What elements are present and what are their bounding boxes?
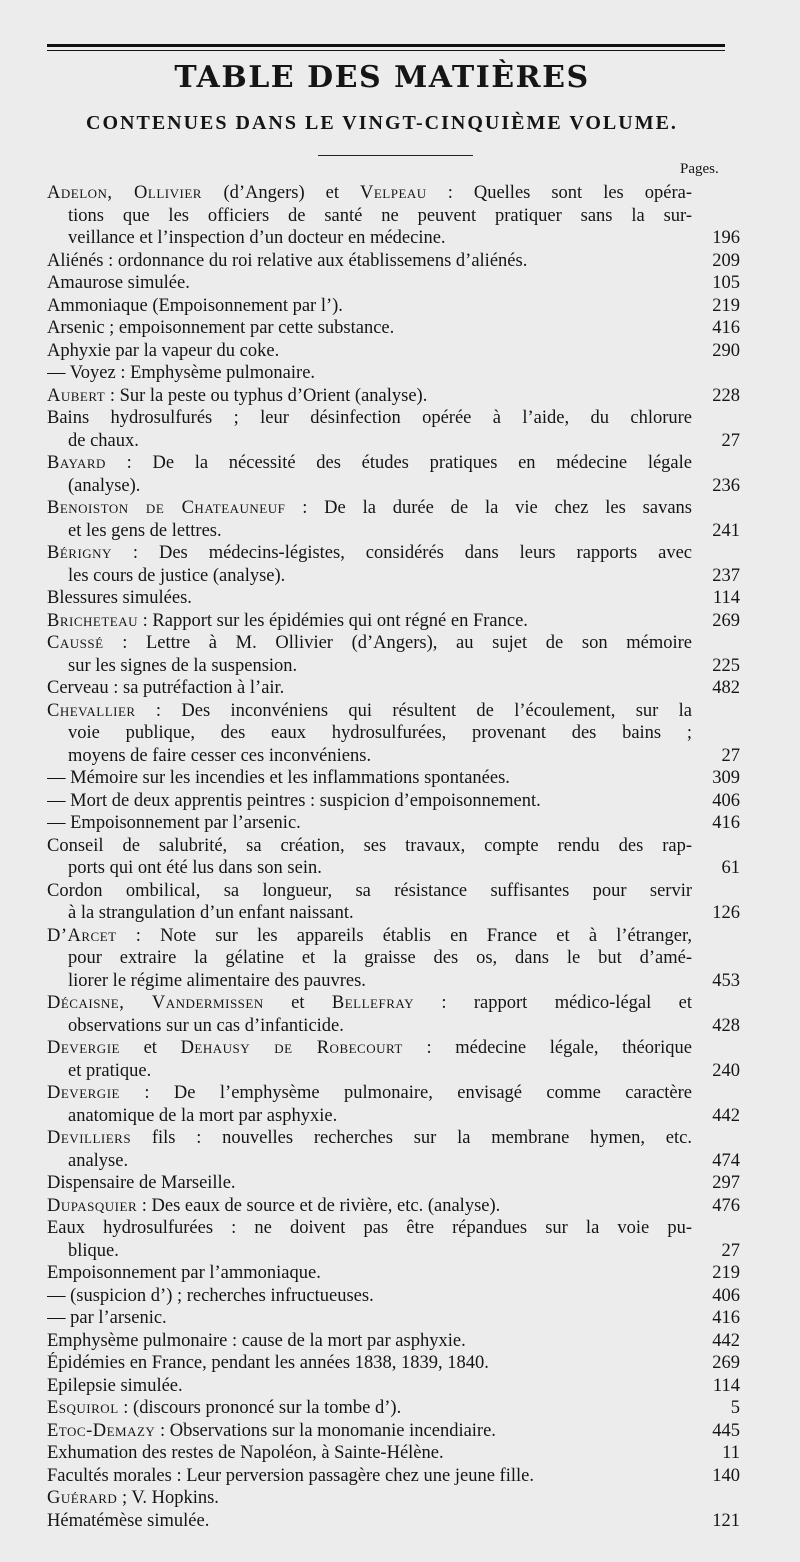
toc-entry-text <box>47 1397 692 1420</box>
page-number: 406 <box>712 790 740 811</box>
entry-text-segment: : Note sur les appareils établis en France et à l’étranger, <box>116 925 692 946</box>
toc-entry-text <box>47 835 692 858</box>
top-double-rule <box>47 44 725 51</box>
entry-text-segment: fils : nouvelles recherches sur la membrane hymen, etc. <box>131 1128 692 1148</box>
toc-entry-text <box>68 227 692 250</box>
toc-entry-text <box>68 475 692 498</box>
entry-text-segment: et <box>263 993 332 1013</box>
page-number: 428 <box>712 1015 740 1036</box>
entry-text-segment: liorer le régime alimentaire des pauvres. <box>68 970 366 991</box>
toc-line <box>47 542 740 565</box>
page-number: 269 <box>712 610 740 631</box>
toc-line <box>47 632 740 655</box>
author-name: Aubert <box>47 385 106 406</box>
page-number: 453 <box>712 970 740 991</box>
toc-line <box>47 587 740 610</box>
toc-line <box>47 317 740 340</box>
entry-text-segment: : Des médecins-légistes, considérés dans leurs rapports avec <box>111 543 692 563</box>
entry-text-segment: : Rapport sur les épidémies qui ont régné en France. <box>138 610 528 631</box>
entry-text-segment: Cerveau : sa putréfaction à l’air. <box>47 678 285 698</box>
page-number: 269 <box>712 1353 740 1373</box>
page-number: 219 <box>712 295 740 316</box>
author-name: Adelon, Ollivier <box>47 183 224 203</box>
short-divider <box>318 155 473 156</box>
toc-entry-text <box>47 1082 692 1105</box>
toc-line <box>47 1217 740 1240</box>
toc-line <box>47 1105 740 1128</box>
toc-line <box>47 677 740 700</box>
toc-line <box>47 1465 740 1488</box>
toc-entry-text <box>47 1420 692 1443</box>
page-number: 290 <box>712 340 740 361</box>
page-number: 209 <box>712 250 740 271</box>
author-name: Bérigny <box>47 543 112 563</box>
toc-line <box>47 790 740 813</box>
toc-line <box>47 430 740 453</box>
author-name: Chevallier <box>47 700 136 721</box>
author-name: Dehausy de Robecourt <box>180 1038 403 1058</box>
table-of-contents <box>47 182 740 1532</box>
toc-line <box>47 1487 740 1510</box>
pages-column-header: Pages. <box>680 161 719 177</box>
author-name: D’Arcet <box>47 925 117 946</box>
toc-entry-text <box>47 925 692 948</box>
toc-line <box>47 520 740 543</box>
toc-line <box>47 812 740 835</box>
toc-line <box>47 407 740 430</box>
entry-text-segment: : De la durée de la vie chez les savans <box>285 498 692 518</box>
toc-line <box>47 385 740 408</box>
entry-text-segment: Dispensaire de Marseille. <box>47 1173 236 1193</box>
entry-text-segment: — Mort de deux apprentis peintres : suspicion d’empoisonnement. <box>47 790 541 811</box>
entry-text-segment: de chaux. <box>68 430 139 451</box>
entry-text-segment: et <box>119 1038 181 1058</box>
entry-text-segment: anatomique de la mort par asphyxie. <box>68 1105 338 1126</box>
entry-text-segment: Exhumation des restes de Napoléon, à Sainte-Hélène. <box>47 1443 444 1463</box>
author-name: Velpeau <box>359 183 427 203</box>
toc-entry-text <box>68 970 692 993</box>
entry-text-segment: pour extraire la gélatine et la graisse des os, dans le but d’amé- <box>68 948 692 968</box>
author-name: Esquirol <box>47 1398 119 1418</box>
toc-line <box>47 452 740 475</box>
toc-entry-text <box>68 1060 692 1083</box>
page-number: 126 <box>712 903 740 923</box>
page-number: 297 <box>712 1173 740 1193</box>
entry-text-segment: (analyse). <box>68 475 141 496</box>
entry-text-segment: Conseil de salubrité, sa création, ses travaux, compte rendu des rap- <box>47 835 692 856</box>
toc-line <box>47 610 740 633</box>
entry-text-segment: : Lettre à M. Ollivier (d’Angers), au sujet de son mémoire <box>103 633 692 653</box>
page-number: 416 <box>712 1308 740 1328</box>
page-number: 27 <box>721 430 740 451</box>
toc-entry-text <box>68 1015 692 1038</box>
toc-entry-text <box>68 1240 692 1263</box>
author-name: Devilliers <box>47 1128 132 1148</box>
toc-entry-text <box>47 700 692 723</box>
toc-entry-text <box>47 1375 692 1398</box>
page-number: 442 <box>712 1330 740 1351</box>
page-number: 219 <box>712 1263 740 1283</box>
toc-line <box>47 295 740 318</box>
toc-line <box>47 250 740 273</box>
page-number: 228 <box>712 385 740 406</box>
entry-text-segment: ; V. Hopkins. <box>117 1488 219 1508</box>
entry-text-segment: Ammoniaque (Empoisonnement par l’). <box>47 295 343 316</box>
toc-entry-text <box>47 1217 692 1240</box>
page-number: 445 <box>712 1420 740 1441</box>
toc-line <box>47 925 740 948</box>
toc-entry-text <box>47 1172 692 1195</box>
entry-text-segment: Facultés morales : Leur perversion passagère chez une jeune fille. <box>47 1465 534 1486</box>
entry-text-segment: analyse. <box>68 1150 129 1171</box>
author-name: Caussé <box>47 633 104 653</box>
page-number: 236 <box>712 475 740 496</box>
page-title: TABLE DES MATIÈRES <box>174 60 590 95</box>
entry-text-segment: Eaux hydrosulfurées : ne doivent pas être répandues sur la voie pu- <box>47 1218 692 1238</box>
toc-entry-text <box>47 1195 692 1218</box>
toc-line <box>47 475 740 498</box>
page-number: 114 <box>712 588 740 608</box>
author-name: Guérard <box>47 1488 118 1508</box>
entry-text-segment: les cours de justice (analyse). <box>68 565 286 586</box>
entry-text-segment: : Des inconvéniens qui résultent de l’écoulement, sur la <box>135 700 692 721</box>
toc-entry-text <box>47 385 692 408</box>
page-number: 482 <box>712 678 740 698</box>
page-number: 196 <box>712 228 740 248</box>
toc-line <box>47 1420 740 1443</box>
page-number: 416 <box>712 318 740 338</box>
toc-line <box>47 1307 740 1330</box>
toc-line <box>47 1330 740 1353</box>
toc-entry-text <box>47 677 692 700</box>
toc-line <box>47 857 740 880</box>
entry-text-segment: Cordon ombilical, sa longueur, sa résistance suffisantes pour servir <box>47 880 692 901</box>
toc-line <box>47 1037 740 1060</box>
entry-text-segment: moyens de faire cesser ces inconvéniens. <box>68 745 372 766</box>
toc-line <box>47 205 740 228</box>
toc-entry-text <box>47 610 692 633</box>
toc-line <box>47 182 740 205</box>
author-name: Bayard <box>47 453 106 473</box>
page-number: 406 <box>712 1285 740 1306</box>
toc-entry-text <box>47 362 692 385</box>
entry-text-segment: : rapport médico-légal et <box>413 993 692 1013</box>
toc-line <box>47 1015 740 1038</box>
toc-entry-text <box>68 655 692 678</box>
toc-line <box>47 835 740 858</box>
toc-entry-text <box>68 857 692 880</box>
page-subtitle: CONTENUES DANS LE VINGT-CINQUIÈME VOLUME. <box>86 112 678 134</box>
toc-line <box>47 1442 740 1465</box>
toc-entry-text <box>47 587 692 610</box>
toc-line <box>47 1510 740 1533</box>
toc-entry-text <box>47 272 692 295</box>
entry-text-segment: sur les signes de la suspension. <box>68 655 298 676</box>
toc-entry-text <box>68 722 692 745</box>
toc-line <box>47 655 740 678</box>
author-name: Décaisne, Vandermissen <box>47 993 264 1013</box>
page-number: 416 <box>712 813 740 833</box>
entry-text-segment: Epilepsie simulée. <box>47 1375 183 1396</box>
toc-entry-text <box>47 407 692 430</box>
entry-text-segment: — Empoisonnement par l’arsenic. <box>47 813 301 833</box>
page-number: 121 <box>712 1510 740 1531</box>
toc-entry-text <box>47 250 692 273</box>
entry-text-segment: Aliénés : ordonnance du roi relative aux établissemens d’aliénés. <box>47 250 528 271</box>
entry-text-segment: Empoisonnement par l’ammoniaque. <box>47 1263 321 1283</box>
entry-text-segment: Aphyxie par la vapeur du coke. <box>47 340 280 361</box>
toc-entry-text <box>68 1150 692 1173</box>
entry-text-segment: Blessures simulées. <box>47 588 192 608</box>
toc-line <box>47 362 740 385</box>
entry-text-segment: : Observations sur la monomanie incendiaire. <box>155 1420 496 1441</box>
toc-line <box>47 565 740 588</box>
toc-entry-text <box>47 1330 692 1353</box>
page-number: 140 <box>712 1465 740 1486</box>
toc-entry-text <box>47 340 692 363</box>
toc-entry-text <box>47 182 692 205</box>
toc-entry-text <box>68 205 692 228</box>
toc-line <box>47 902 740 925</box>
toc-line <box>47 1082 740 1105</box>
entry-text-segment: Hématémèse simulée. <box>47 1510 210 1531</box>
toc-entry-text <box>47 542 692 565</box>
toc-entry-text <box>68 745 692 768</box>
toc-line <box>47 1397 740 1420</box>
toc-entry-text <box>47 1465 692 1488</box>
toc-entry-text <box>47 812 692 835</box>
toc-line <box>47 1240 740 1263</box>
toc-line <box>47 1150 740 1173</box>
page-number: 474 <box>712 1150 740 1171</box>
entry-text-segment: — (suspicion d’) ; recherches infructueuses. <box>47 1285 374 1306</box>
entry-text-segment: : (discours prononcé sur la tombe d’). <box>118 1398 402 1418</box>
page-number: 5 <box>730 1398 740 1418</box>
entry-text-segment: et les gens de lettres. <box>68 520 222 541</box>
entry-text-segment: voie publique, des eaux hydrosulfurées, provenant des bains ; <box>68 723 692 743</box>
author-name: Devergie <box>47 1038 120 1058</box>
toc-line <box>47 1375 740 1398</box>
toc-line <box>47 1352 740 1375</box>
page-number: 442 <box>712 1105 740 1126</box>
page-number: 237 <box>712 565 740 586</box>
toc-entry-text <box>47 992 692 1015</box>
toc-line <box>47 970 740 993</box>
page-number: 476 <box>712 1195 740 1216</box>
page-number: 309 <box>712 768 740 788</box>
author-name: Dupasquier <box>47 1195 138 1216</box>
entry-text-segment: Bains hydrosulfurés ; leur désinfection opérée à l’aide, du chlorure <box>47 408 692 428</box>
toc-entry-text <box>47 295 692 318</box>
toc-entry-text <box>68 947 692 970</box>
page-number: 114 <box>712 1375 740 1396</box>
author-name: Bellefray <box>331 993 414 1013</box>
entry-text-segment: : De l’emphysème pulmonaire, envisagé comme caractère <box>119 1083 692 1103</box>
page-number: 240 <box>712 1060 740 1081</box>
page-number: 61 <box>721 858 740 878</box>
toc-line <box>47 722 740 745</box>
entry-text-segment: Arsenic ; empoisonnement par cette substance. <box>47 318 395 338</box>
page-number: 27 <box>721 1240 740 1261</box>
toc-line <box>47 1285 740 1308</box>
entry-text-segment: : Sur la peste ou typhus d’Orient (analyse). <box>105 385 428 406</box>
toc-entry-text <box>47 497 692 520</box>
toc-line <box>47 227 740 250</box>
toc-line <box>47 767 740 790</box>
toc-entry-text <box>68 520 692 543</box>
toc-line <box>47 1172 740 1195</box>
entry-text-segment: blique. <box>68 1240 119 1261</box>
page-number: 11 <box>722 1443 740 1463</box>
toc-entry-text <box>47 1037 692 1060</box>
toc-line <box>47 700 740 723</box>
toc-entry-text <box>47 1262 692 1285</box>
toc-line <box>47 1127 740 1150</box>
author-name: Benoiston de Chateauneuf <box>47 498 286 518</box>
entry-text-segment: Emphysème pulmonaire : cause de la mort par asphyxie. <box>47 1330 466 1351</box>
toc-line <box>47 947 740 970</box>
author-name: Bricheteau <box>47 610 138 631</box>
toc-entry-text <box>47 1307 692 1330</box>
entry-text-segment: — Voyez : Emphysème pulmonaire. <box>47 363 316 383</box>
toc-entry-text <box>68 902 692 925</box>
toc-line <box>47 880 740 903</box>
toc-entry-text <box>47 790 692 813</box>
entry-text-segment: veillance et l’inspection d’un docteur en médecine. <box>68 228 446 248</box>
toc-entry-text <box>47 317 692 340</box>
entry-text-segment: (d’Angers) et <box>223 183 360 203</box>
page-number: 105 <box>712 273 740 293</box>
author-name: Devergie <box>47 1083 120 1103</box>
toc-entry-text <box>68 1105 692 1128</box>
toc-line <box>47 1060 740 1083</box>
toc-entry-text <box>47 1285 692 1308</box>
page-number: 241 <box>712 520 740 541</box>
toc-line <box>47 745 740 768</box>
entry-text-segment: Épidémies en France, pendant les années 1838, 1839, 1840. <box>47 1353 489 1373</box>
toc-entry-text <box>47 632 692 655</box>
entry-text-segment: : Des eaux de source et de rivière, etc. (analyse). <box>137 1195 501 1216</box>
toc-entry-text <box>47 1487 692 1510</box>
entry-text-segment: tions que les officiers de santé ne peuvent pratiquer sans la sur- <box>68 205 692 226</box>
entry-text-segment: — par l’arsenic. <box>47 1308 167 1328</box>
toc-entry-text <box>47 767 692 790</box>
author-name: Etoc-Demazy <box>47 1420 156 1441</box>
toc-entry-text <box>47 1352 692 1375</box>
toc-line <box>47 272 740 295</box>
toc-entry-text <box>47 1127 692 1150</box>
entry-text-segment: observations sur un cas d’infanticide. <box>68 1015 344 1036</box>
page-number: 225 <box>712 655 740 676</box>
toc-line <box>47 497 740 520</box>
entry-text-segment: et pratique. <box>68 1060 152 1081</box>
toc-entry-text <box>47 880 692 903</box>
toc-entry-text <box>68 430 692 453</box>
toc-line <box>47 340 740 363</box>
page-number: 27 <box>721 745 740 766</box>
toc-line <box>47 1262 740 1285</box>
toc-entry-text <box>68 565 692 588</box>
toc-entry-text <box>47 1442 692 1465</box>
entry-text-segment: — Mémoire sur les incendies et les inflammations spontanées. <box>47 768 510 788</box>
entry-text-segment: : Quelles sont les opéra- <box>426 183 692 203</box>
entry-text-segment: : médecine légale, théorique <box>402 1038 692 1058</box>
toc-line <box>47 1195 740 1218</box>
entry-text-segment: ports qui ont été lus dans son sein. <box>68 858 322 878</box>
toc-entry-text <box>47 1510 692 1533</box>
entry-text-segment: : De la nécessité des études pratiques en médecine légale <box>105 453 692 473</box>
entry-text-segment: à la strangulation d’un enfant naissant. <box>68 903 354 923</box>
toc-line <box>47 992 740 1015</box>
entry-text-segment: Amaurose simulée. <box>47 273 190 293</box>
toc-entry-text <box>47 452 692 475</box>
